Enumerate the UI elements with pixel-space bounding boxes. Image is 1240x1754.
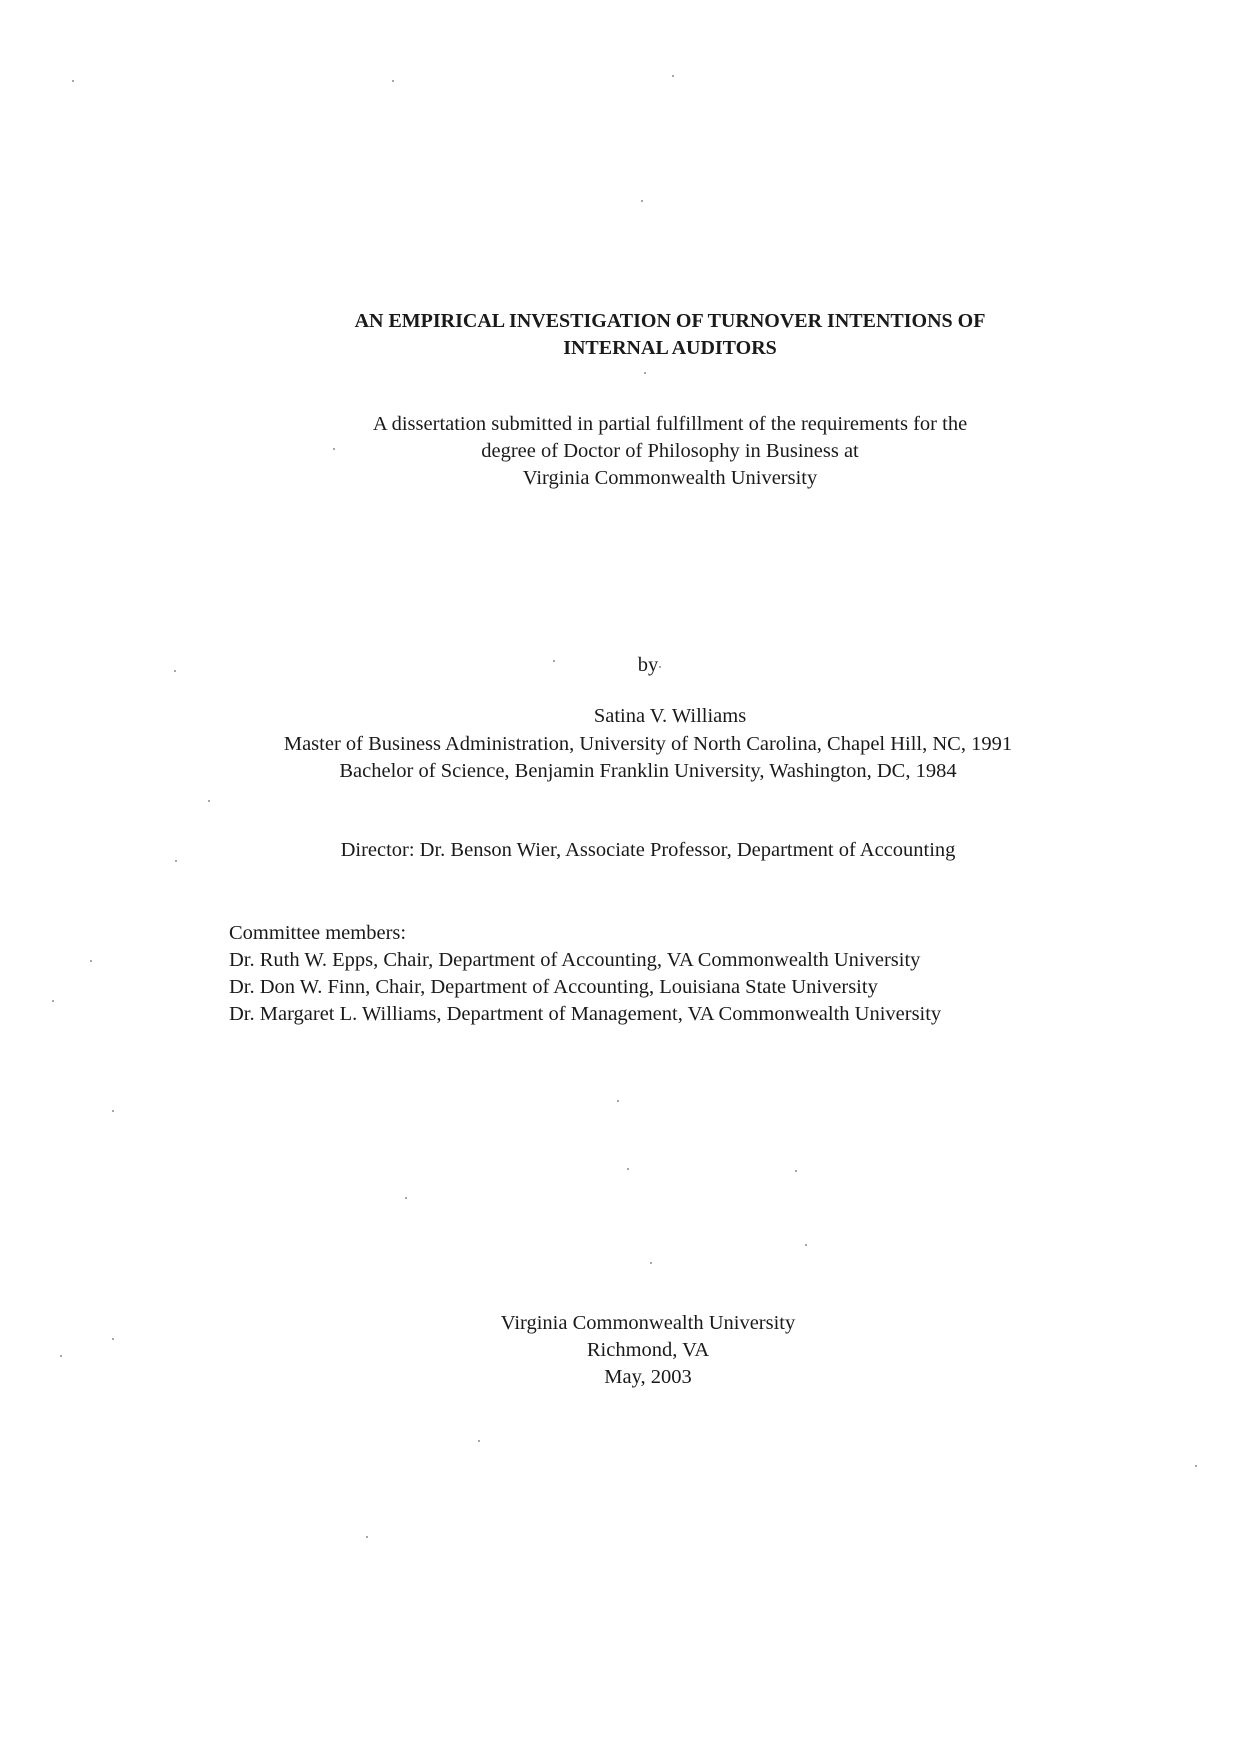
footer-university: Virginia Commonwealth University <box>500 1312 796 1334</box>
dissertation-title <box>50 308 1240 362</box>
footer-date: May, 2003 <box>604 1366 692 1388</box>
submission-statement <box>50 411 1240 492</box>
author-name: Satina V. Williams <box>593 705 747 727</box>
footer-city: Richmond, VA <box>586 1339 710 1361</box>
committee-member-3: Dr. Margaret L. Williams, Department of Management, VA Commonwealth University <box>229 1003 942 1025</box>
submission-line-1: A dissertation submitted in partial fulfillment of the requirements for the <box>372 413 968 435</box>
by-label: by <box>637 654 659 676</box>
committee-heading: Committee members: <box>229 922 407 944</box>
committee-member-1: Dr. Ruth W. Epps, Chair, Department of Accounting, VA Commonwealth University <box>229 949 921 971</box>
committee-member-2: Dr. Don W. Finn, Chair, Department of Accounting, Louisiana State University <box>229 976 878 998</box>
degree-line-2: Bachelor of Science, Benjamin Franklin University, Washington, DC, 1984 <box>339 760 957 782</box>
title-line-2: INTERNAL AUDITORS <box>563 337 777 359</box>
degree-line-1: Master of Business Administration, University of North Carolina, Chapel Hill, NC, 1991 <box>283 733 1013 755</box>
director-line: Director: Dr. Benson Wier, Associate Professor, Department of Accounting <box>340 839 956 861</box>
title-line-1: AN EMPIRICAL INVESTIGATION OF TURNOVER INTENTIONS OF <box>354 310 986 332</box>
committee-section <box>229 920 941 1028</box>
author-degrees <box>28 731 1240 785</box>
submission-line-3: Virginia Commonwealth University <box>522 467 818 489</box>
submission-line-2: degree of Doctor of Philosophy in Business at <box>481 440 859 462</box>
institution-footer <box>28 1310 1240 1391</box>
